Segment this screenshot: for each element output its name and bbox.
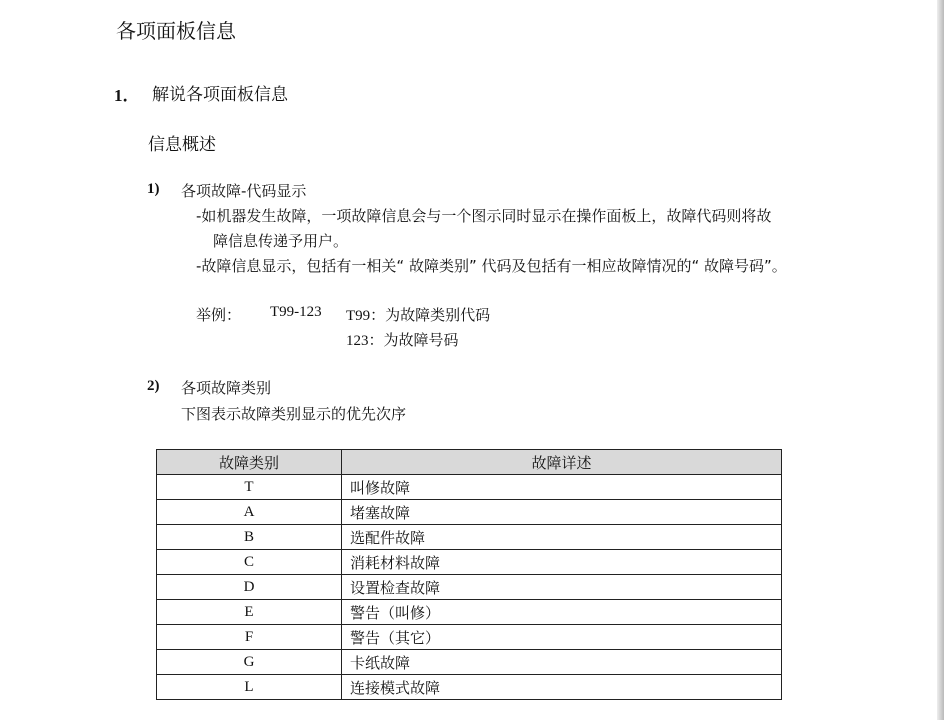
item2-number: 2)	[147, 378, 160, 394]
page-title: 各项面板信息	[116, 19, 236, 43]
section-number: 1．	[114, 86, 140, 105]
page-edge-shadow	[937, 0, 944, 720]
detail-cell: 警告（叫修）	[342, 600, 782, 625]
fault-category-table	[156, 449, 782, 700]
category-cell: F	[157, 625, 342, 650]
section-title: 解说各项面板信息	[152, 85, 288, 105]
overview-heading: 信息概述	[148, 135, 216, 155]
item2-description: 下图表示故障类别显示的优先次序	[181, 405, 407, 423]
detail-cell: 设置检查故障	[342, 575, 782, 600]
table-row	[157, 525, 782, 550]
detail-cell: 连接模式故障	[342, 675, 782, 700]
category-cell: A	[157, 500, 342, 525]
category-cell: T	[157, 475, 342, 500]
category-cell: G	[157, 650, 342, 675]
table-row	[157, 600, 782, 625]
item1-paragraph1-line1: -如机器发生故障，一项故障信息会与一个图示同时显示在操作面板上，故障代码则将故	[196, 207, 772, 225]
item2-title: 各项故障类别	[181, 379, 272, 397]
header-category: 故障类别	[157, 450, 342, 475]
detail-cell: 卡纸故障	[342, 650, 782, 675]
detail-cell: 堵塞故障	[342, 500, 782, 525]
category-cell: D	[157, 575, 342, 600]
example-line1	[346, 304, 490, 325]
category-cell: C	[157, 550, 342, 575]
example-label: 举例：	[196, 306, 242, 324]
item1-paragraph1-line2: 障信息传递予用户。	[213, 232, 349, 250]
category-cell: B	[157, 525, 342, 550]
table-row	[157, 550, 782, 575]
header-detail: 故障详述	[342, 450, 782, 475]
detail-cell: 叫修故障	[342, 475, 782, 500]
detail-cell: 消耗材料故障	[342, 550, 782, 575]
example-line1-code: T99	[346, 308, 371, 324]
table-row	[157, 475, 782, 500]
detail-cell: 警告（其它）	[342, 625, 782, 650]
table-row	[157, 575, 782, 600]
example-line1-text: ：为故障类别代码	[370, 306, 491, 324]
table-row	[157, 625, 782, 650]
item1-title: 各项故障-代码显示	[181, 182, 307, 200]
category-cell: E	[157, 600, 342, 625]
example-line2	[346, 329, 459, 350]
category-cell: L	[157, 675, 342, 700]
example-line2-text: ：为故障号码	[368, 331, 459, 349]
table-row	[157, 650, 782, 675]
example-line2-code: 123	[346, 333, 369, 349]
item1-paragraph2: -故障信息显示，包括有一相关“ 故障类别” 代码及包括有一相应故障情况的“ 故障号码”。	[196, 257, 787, 275]
example-code: T99-123	[270, 304, 322, 320]
detail-cell: 选配件故障	[342, 525, 782, 550]
table-row	[157, 675, 782, 700]
item1-number: 1)	[147, 181, 160, 197]
table-header-row	[157, 450, 782, 475]
table-row	[157, 500, 782, 525]
